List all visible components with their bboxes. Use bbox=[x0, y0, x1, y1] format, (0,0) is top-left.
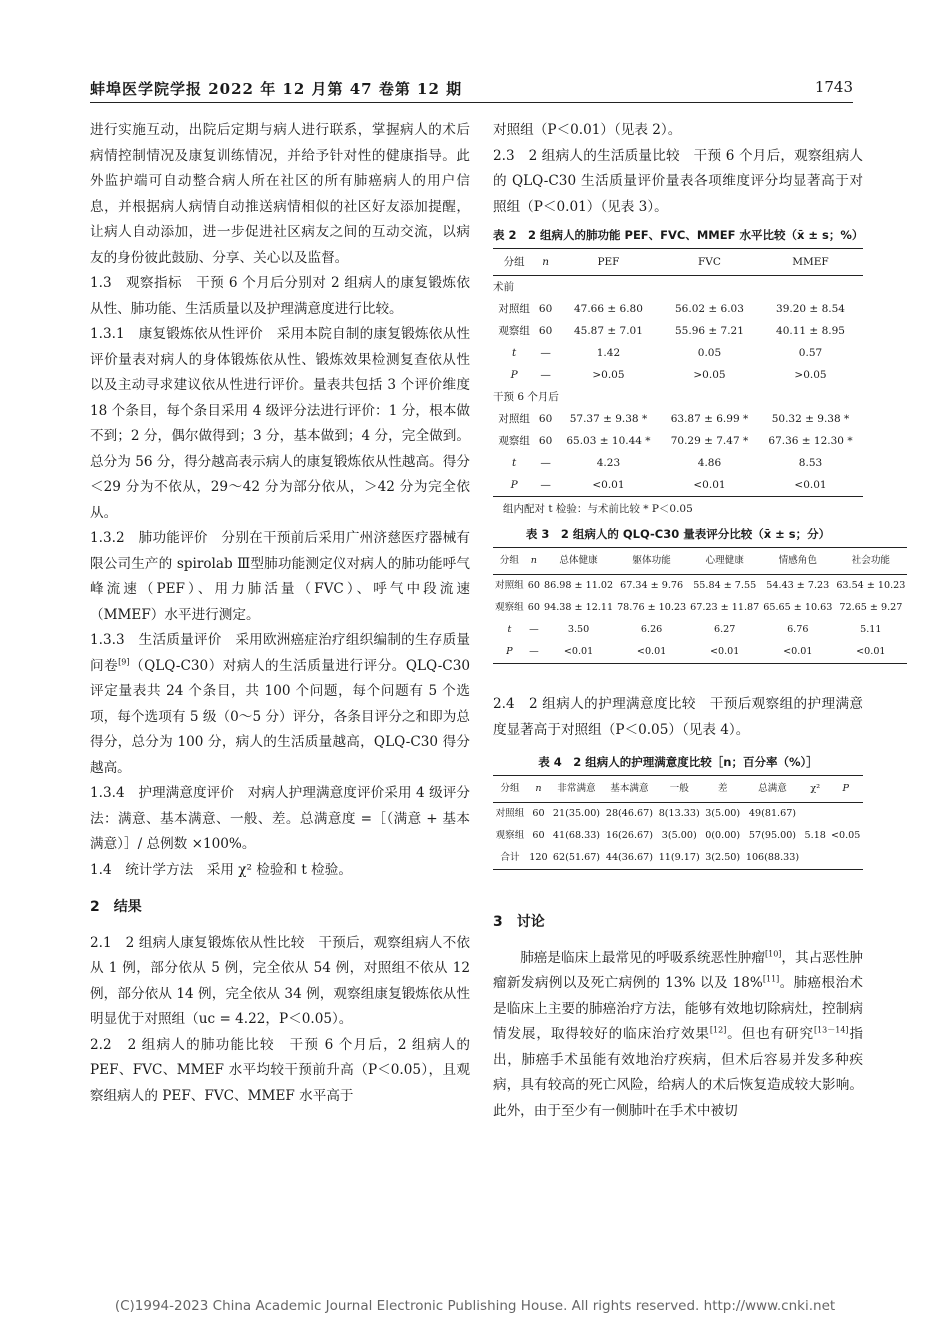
table-row: P — <0.01 <0.01 <0.01 <0.01 <0.01 bbox=[493, 641, 907, 664]
copyright-footer: (C)1994-2023 China Academic Journal Electronic Publishing House. All rights reserved. http://www.cnki.net bbox=[114, 1298, 836, 1314]
table-header-cell: 基本满意 bbox=[603, 776, 656, 803]
table-header-cell: χ² bbox=[802, 776, 828, 803]
table-header-cell: 总体健康 bbox=[542, 548, 615, 575]
table-row: t — 3.50 6.26 6.27 6.76 5.11 bbox=[507, 624, 882, 635]
table-row: P — <0.01 <0.01 <0.01 bbox=[493, 474, 863, 497]
citation-13-14: [13－14] bbox=[813, 1025, 849, 1035]
table-row: t — 1.42 0.05 0.57 bbox=[512, 347, 823, 359]
section-2-2: 2.2 2 组病人的肺功能比较 干预 6 个月后，2 组病人的 PEF、FVC、MMEF 水平均较干预前升高（P＜0.05），且观察组病人的 PEF、FVC、MMEF 水平高于 bbox=[90, 1036, 470, 1104]
table-header-cell: 差 bbox=[703, 776, 743, 803]
section-2-1: 2.1 2 组病人康复锻炼依从性比较 干预后，观察组病人不依从 1 例，部分依从 5 例，完全依从 54 例，对照组不依从 12 例，部分依从 14 例，完全依从 34 例，观察组康复锻炼依从性明显优于对照组（uc = 4.22，P＜0.05）。 bbox=[90, 934, 470, 1027]
citation-9: [9] bbox=[118, 656, 130, 666]
table-group-label: 干预 6 个月后 bbox=[493, 391, 559, 403]
table-3-caption: 表 3 2 组病人的 QLQ-C30 量表评分比较（x̄ ± s；分） bbox=[525, 527, 831, 541]
right-column bbox=[493, 118, 906, 1124]
table-4 bbox=[493, 775, 863, 870]
table-row: 对照组 60 86.98 ± 11.02 67.34 ± 9.76 55.84 ± 7.55 54.43 ± 7.23 63.54 ± 10.23 bbox=[495, 580, 906, 591]
table-header-cell: n bbox=[527, 776, 550, 803]
table-header-cell: P bbox=[828, 776, 863, 803]
table-2-note: 组内配对 t 检验：与术前比较 * P＜0.05 bbox=[503, 503, 693, 515]
citation-10: [10] bbox=[764, 948, 782, 958]
table-row: t — 4.23 4.86 8.53 bbox=[512, 457, 823, 469]
table-header-cell: n bbox=[526, 548, 542, 575]
running-header bbox=[90, 78, 853, 103]
section-2-3: 2.3 2 组病人的生活质量比较 干预 6 个月后，观察组病人的 QLQ-C30 生活质量评价量表各项维度评分均显著高于对照组（P＜0.01）（见表 3）。 bbox=[493, 147, 863, 215]
table-row: 观察组 60 94.38 ± 12.11 78.76 ± 10.23 67.23 ± 11.87 65.65 ± 10.63 72.65 ± 9.27 bbox=[495, 602, 903, 613]
section-1-4: 1.4 统计学方法 采用 χ² 检验和 t 检验。 bbox=[90, 861, 352, 878]
table-header-cell: PEF bbox=[556, 249, 661, 276]
table-2-caption: 表 2 2 组病人的肺功能 PEF、FVC、MMEF 水平比较（x̄ ± s；%） bbox=[493, 228, 864, 242]
table-header-cell: 分组 bbox=[493, 249, 535, 276]
heading-discussion: 3 讨论 bbox=[493, 914, 545, 930]
table-row: 对照组 60 47.66 ± 6.80 56.02 ± 6.03 39.20 ± 8.54 bbox=[498, 303, 845, 315]
table-row: P — >0.05 >0.05 >0.05 bbox=[510, 369, 827, 381]
paragraph-intro: 进行实施互动，出院后定期与病人进行联系，掌握病人的术后病情控制情况及康复训练情况，并给予针对性的健康指导。此外监护端可自动整合病人所在社区的所有肺癌病人的用户信息，并根据病人病情自动推送病情相似的社区好友添加提醒，让病人自动添加，进一步促进社区病友之间的互动交流，以病友的身份彼此鼓励、分享、关心以及监督。 bbox=[90, 122, 470, 266]
table-row: 对照组 60 21(35.00) 28(46.67) 8(13.33) 3(5.00) 49(81.67) bbox=[495, 808, 797, 819]
table-header-cell: 情感角色 bbox=[761, 548, 834, 575]
citation-12: [12] bbox=[709, 1025, 727, 1035]
section-2-4: 2.4 2 组病人的护理满意度比较 干预后观察组的护理满意度显著高于对照组（P＜0.05）（见表 4）。 bbox=[493, 696, 863, 738]
page-number: 1743 bbox=[814, 78, 853, 96]
left-column bbox=[90, 118, 470, 1109]
table-header-cell: MMEF bbox=[758, 249, 863, 276]
citation-11: [11] bbox=[762, 974, 780, 984]
table-3 bbox=[493, 547, 907, 664]
discussion-paragraph: 肺癌是临床上最常见的呼吸系统恶性肿瘤[10]，其占恶性肿瘤新发病例以及死亡病例的 13% 以及 18%[11]。肺癌根治术是临床上主要的肺癌治疗方法，能够有效地切除病灶，控制病情发展，取得较好的临床治疗效果[12]。但也有研究[13－14]指出，肺癌手术虽能有效地治疗疾病，但术后容易并发多种疾病，具有较高的死亡风险，给病人的术后恢复造成较大影响。此外，由于至少有一侧肺叶在手术中被切 bbox=[493, 948, 864, 1119]
table-row: 观察组 60 41(68.33) 16(26.67) 3(5.00) 0(0.00) 57(95.00) 5.18 <0.05 bbox=[495, 830, 861, 841]
table-header-cell: n bbox=[535, 249, 556, 276]
table-row: 合计 120 62(51.67) 44(36.67) 11(9.17) 3(2.50) 106(88.33) bbox=[493, 847, 863, 870]
table-row: 观察组 60 45.87 ± 7.01 55.96 ± 7.21 40.11 ± 8.95 bbox=[498, 325, 845, 337]
table-header-cell: 一般 bbox=[656, 776, 703, 803]
table-header-cell: 心理健康 bbox=[688, 548, 761, 575]
table-header-cell: 社会功能 bbox=[834, 548, 907, 575]
table-header-cell: 总满意 bbox=[743, 776, 802, 803]
table-row: 观察组 60 65.03 ± 10.44 * 70.29 ± 7.47 * 67.36 ± 12.30 * bbox=[498, 435, 853, 447]
section-1-3-1: 1.3.1 康复锻炼依从性评价 采用本院自制的康复锻炼依从性评价量表对病人的身体锻炼依从性、锻炼效果检测复查依从性以及主动寻求建议依从性进行评价。量表共包括 3 个评价维度 18 个条目，每个条目采用 4 级评分法进行评价：1 分，根本做不到；2 分，偶尔做得到；3 分，基本做到；4 分，完全做到。总分为 56 分，得分越高表示病人的康复锻炼依从性越高。得分＜29 分为不依从，29～42 分为部分依从，＞42 分为完全依从。 bbox=[90, 326, 470, 521]
section-1-3-4: 1.3.4 护理满意度评价 对病人护理满意度评价采用 4 级评分法：满意、基本满意、一般、差。总满意度 =［（满意 + 基本满意）］/ 总例数 ×100%。 bbox=[90, 785, 470, 852]
section-1-3: 1.3 观察指标 干预 6 个月后分别对 2 组病人的康复锻炼依从性、肺功能、生活质量以及护理满意度进行比较。 bbox=[90, 275, 470, 317]
table-header-cell: FVC bbox=[661, 249, 758, 276]
section-1-3-3: 1.3.3 生活质量评价 采用欧洲癌症治疗组织编制的生存质量问卷[9]（QLQ-C30）对病人的生活质量进行评分。QLQ-C30 评定量表共 24 个条目，共 100 个问题，每个问题有 5 个选项，每个选项有 5 级（0～5 分）评分，各条目评分之和即为总得分，总分为 100 分，病人的生活质量越高，QLQ-C30 得分越高。 bbox=[90, 632, 470, 776]
journal-title: 蚌埠医学院学报 2022 年 12 月第 47 卷第 12 期 bbox=[90, 80, 463, 98]
table-group-label: 术前 bbox=[493, 281, 514, 293]
table-header-cell: 非常满意 bbox=[550, 776, 603, 803]
section-1-3-2: 1.3.2 肺功能评价 分别在干预前后采用广州济慈医疗器械有限公司生产的 spirolab Ⅲ型肺功能测定仪对病人的肺功能呼气峰流速（PEF）、用力肺活量（FVC）、呼气中段流速（MMEF）水平进行测定。 bbox=[90, 530, 470, 623]
paragraph-continued: 对照组（P＜0.01）（见表 2）。 bbox=[493, 122, 682, 138]
table-header-cell: 躯体功能 bbox=[615, 548, 688, 575]
table-4-caption: 表 4 2 组病人的护理满意度比较［n；百分率（%）］ bbox=[538, 755, 818, 769]
table-header-cell: 分组 bbox=[493, 776, 527, 803]
heading-results: 2 结果 bbox=[90, 899, 142, 915]
table-row: 对照组 60 57.37 ± 9.38 * 63.87 ± 6.99 * 50.32 ± 9.38 * bbox=[498, 413, 850, 425]
table-header-cell: 分组 bbox=[493, 548, 526, 575]
table-2 bbox=[493, 248, 863, 497]
